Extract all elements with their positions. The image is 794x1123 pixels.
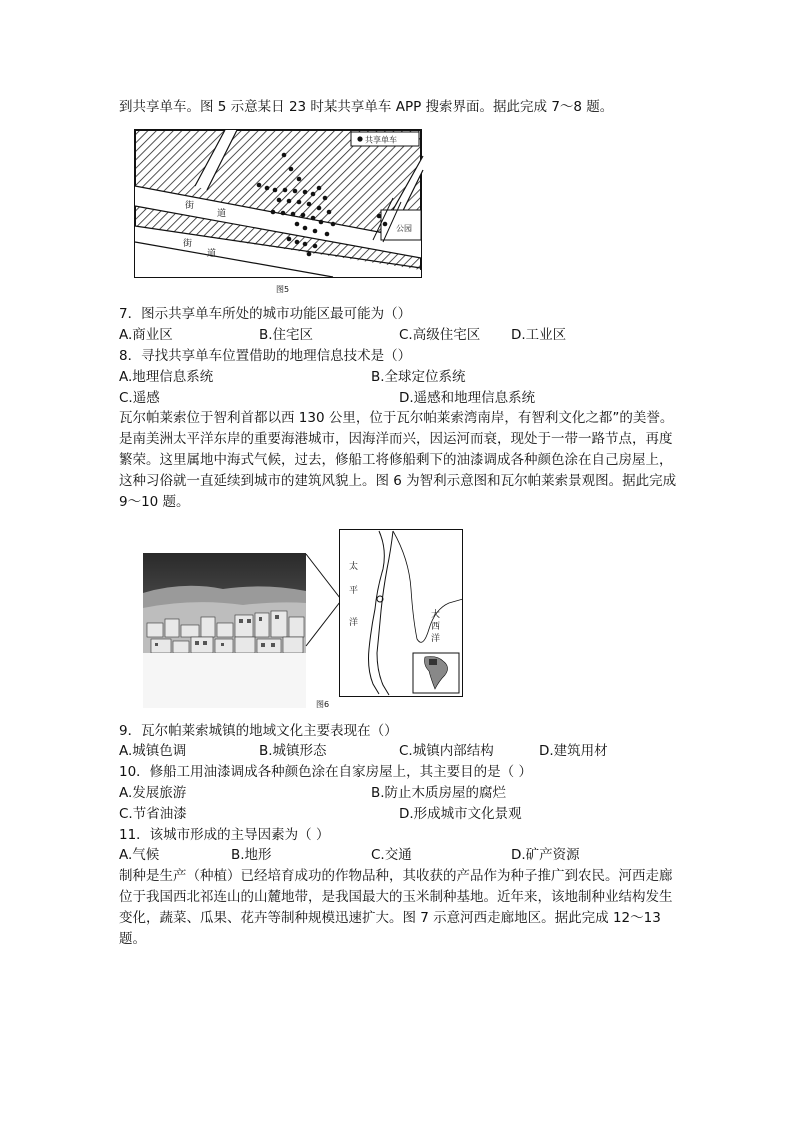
q11-option-c: C.交通	[371, 847, 412, 863]
q9-option-c: C.城镇内部结构	[399, 743, 494, 759]
figure-5-caption: 图5	[276, 285, 290, 294]
q9-option-d: D.建筑用材	[539, 743, 608, 759]
valparaiso-landscape-photo	[143, 553, 306, 708]
q7-option-d: D.工业区	[511, 327, 567, 343]
q9-stem: 9．瓦尔帕莱索城镇的地域文化主要表现在（）	[119, 723, 398, 739]
q10-option-d: D.形成城市文化景观	[399, 806, 522, 822]
q11-stem: 11．该城市形成的主导因素为（ ）	[119, 827, 330, 843]
q7-option-a: A.商业区	[119, 327, 173, 343]
q8-option-d: D.遥感和地理信息系统	[399, 390, 536, 406]
pacific-label-2: 平	[349, 586, 359, 596]
pacific-label-1: 太	[349, 562, 359, 572]
q9-option-a: A.城镇色调	[119, 743, 187, 759]
q10-option-c: C.节省油漆	[119, 806, 187, 822]
intro-text: 到共享单车。图 5 示意某日 23 时某共享单车 APP 搜索界面。据此完成 7～8 题。	[119, 99, 614, 115]
street-label-upper-1: 街	[185, 201, 195, 211]
q11-option-d: D.矿产资源	[511, 847, 580, 863]
park-label: 公园	[396, 224, 412, 233]
street-label-lower-1: 街	[183, 239, 193, 249]
atlantic-label-3: 洋	[431, 634, 441, 644]
q7-stem: 7．图示共享单车所处的城市功能区最可能为（）	[119, 306, 412, 322]
q8-option-c: C.遥感	[119, 390, 160, 406]
legend-label: 共享单车	[365, 135, 397, 145]
atlantic-label-1: 大	[431, 610, 441, 620]
figure-6-caption: 图6	[316, 700, 330, 709]
figure-5-bike-map	[133, 128, 425, 282]
q10-option-b: B.防止木质房屋的腐烂	[371, 785, 507, 801]
atlantic-label-2: 西	[431, 622, 441, 632]
q10-option-a: A.发展旅游	[119, 785, 187, 801]
passage-hexi-corridor: 制种是生产（种植）已经培育成功的作物品种，其收获的产品作为种子推广到农民。河西走廊位于我国西北祁连山的山麓地带，是我国最大的玉米制种基地。近年来，该地制种业结构发生变化，蔬菜、瓜果、花卉等制种规模迅速扩大。图 7 示意河西走廊地区。据此完成 12～13 题。	[119, 868, 673, 947]
q7-option-c: C.高级住宅区	[399, 327, 481, 343]
chile-map	[339, 529, 463, 697]
q11-option-a: A.气候	[119, 847, 160, 863]
q7-option-b: B.住宅区	[259, 327, 314, 343]
pacific-label-3: 洋	[349, 618, 359, 628]
q8-option-a: A.地理信息系统	[119, 369, 214, 385]
q8-option-b: B.全球定位系统	[371, 369, 466, 385]
q11-option-b: B.地形	[231, 847, 272, 863]
q9-option-b: B.城镇形态	[259, 743, 327, 759]
q10-stem: 10．修船工用油漆调成各种颜色涂在自家房屋上，其主要目的是（ ）	[119, 764, 532, 780]
street-label-lower-2: 道	[207, 249, 217, 259]
street-label-upper-2: 道	[217, 209, 227, 219]
q8-stem: 8．寻找共享单车位置借助的地理信息技术是（）	[119, 348, 412, 364]
passage-valparaiso: 瓦尔帕莱索位于智利首都以西 130 公里，位于瓦尔帕莱索湾南岸，有智利文化之都”的美誉。是南美洲太平洋东岸的重要海港城市，因海洋而兴，因运河而衰，现处于一带一路节点，再度繁荣。这里属地中海式气候，过去，修船工将修船剩下的油漆调成各种颜色涂在自己房屋上，这种习俗就一直延续到城市的建筑风貌上。图 6 为智利示意图和瓦尔帕莱索景观图。据此完成 9～10 题。	[119, 410, 677, 510]
